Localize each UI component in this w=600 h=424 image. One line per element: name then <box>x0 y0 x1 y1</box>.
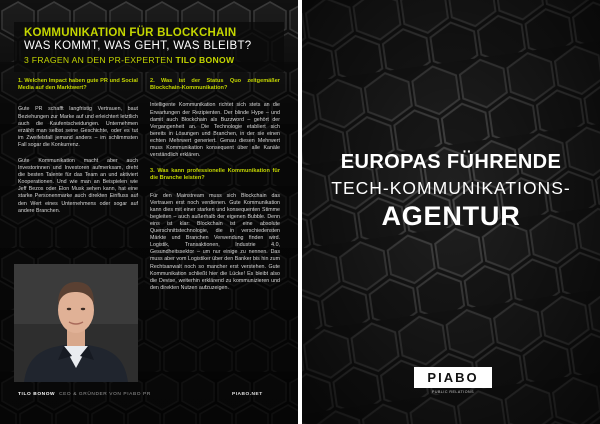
tagline-line1: EUROPAS FÜHRENDE <box>340 151 562 173</box>
footer-website: PIABO.NET <box>232 392 263 397</box>
column-2 <box>150 78 280 301</box>
tagline-line3: AGENTUR <box>381 201 521 231</box>
question-3: 3. Was kann professionelle Kommunikation für die Branche leisten? <box>150 168 280 182</box>
answer-3: Für den Mainstream muss sich Blockchain das Vertrauen erst noch verdienen. Gute Kommunikation kann dies mit einer starken und konsequenten Stimme begleiten – auch außerhalb der eigenen Bubble. Denn eins ist klar: Blockchain ist eine absolute Querschnittstechnologie, die in verschiedensten Märkte und Branchen Verwendung finden wird. Logistik, Transaktionen, Industrie 4.0, Gesundheitssektor – um nur einige zu nennen. Das muss aber vom Logistiker über den Banker bis hin zum Rechtsanwalt noch so mancher erst verstehen. Gute Kommunikation schließt hier die Lücke! Es bleibt also die Devise, weiterhin erklärend zu kommunizieren und den direkten Nutzen aufzuzeigen. <box>150 192 280 291</box>
logo-wordmark: PIABO <box>414 367 492 388</box>
column-1 <box>18 78 138 224</box>
headline-line1: KOMMUNIKATION FÜR BLOCKCHAIN <box>24 27 237 39</box>
tagline-line2: TECH-KOMMUNIKATIONS- <box>331 178 571 198</box>
answer-1-paragraph-1: Gute PR schafft langfristig Vertrauen, baut Beziehungen zur Marke auf und erleichtert letztlich auch die Kaufentscheidungen. Unternehmen erzählt man selbst seine Geschichte, oder es tut im Zweifelsfall jemand anders – im schlimmsten Fall sogar die Konkurrenz. <box>18 106 138 148</box>
portrait-photo <box>14 264 138 382</box>
left-page <box>0 0 298 424</box>
headline-expert-name: TILO BONOW <box>175 55 235 65</box>
right-page <box>302 0 600 424</box>
question-2: 2. Was ist der Status Quo zeitgemäßer Blockchain-Kommunikation? <box>150 78 280 92</box>
headline-line2: WAS KOMMT, WAS GEHT, WAS BLEIBT? <box>24 40 252 52</box>
answer-1-paragraph-2: Gute Kommunikation macht aber auch Investorinnen und Investoren aufmerksam, dreht die besten Talente für das Team an und aktiviert Kooperationen. Und wie man an Beispielen wie Jeff Bezos oder Elon Musk sehen kann, hat eine starke Personenmarke auch direkten Einfluss auf den Wert eines Unternehmens oder sogar auf andere Branchen. <box>18 157 138 214</box>
footer-caption <box>18 392 151 397</box>
piabo-logo <box>414 367 492 397</box>
question-1: 1. Welchen Impact haben gute PR und Social Media auf den Marktwert? <box>18 78 138 92</box>
footer-name: TILO BONOW <box>18 392 56 397</box>
headline-line3 <box>24 55 234 65</box>
headline-prefix: 3 FRAGEN AN DEN PR-EXPERTEN <box>24 55 173 65</box>
logo-subtext: PUBLIC RELATIONS <box>431 390 475 394</box>
answer-2: Intelligente Kommunikation richtet sich stets an die Erwartungen der Rezipienten. Der blinde Hype – und damit auch Blockchain als Buzzword – gehört der Vergangenheit an. Die Technologie etabliert sich bereits in Lösungen und Branchen, in der sie einen echten Mehrwert generiert. Genau diesen Mehrwert muss Kommunikation konsequent über alle Kanäle verständlich erklären. <box>150 102 280 159</box>
footer-role: CEO & GRÜNDER VON PIABO PR <box>59 392 151 397</box>
